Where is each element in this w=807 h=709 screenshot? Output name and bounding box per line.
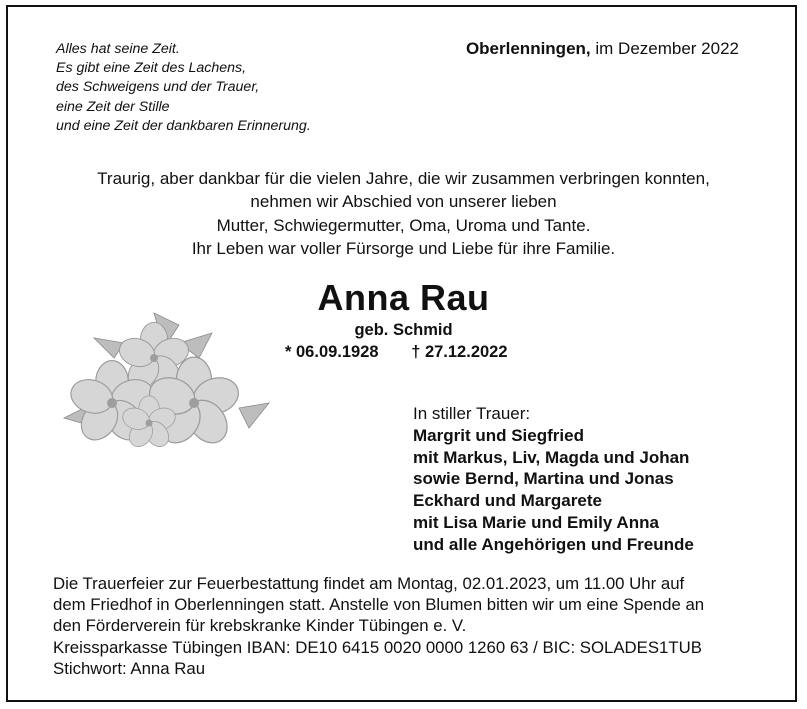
notice-line: Stichwort: Anna Rau: [53, 658, 206, 678]
funeral-notice: [53, 573, 704, 679]
intro-line: nehmen wir Abschied von unserer lieben: [250, 192, 557, 212]
mourner-line: mit Markus, Liv, Magda und Johan: [413, 447, 690, 467]
intro-line: Mutter, Schwiegermutter, Oma, Uroma und Tante.: [216, 215, 591, 235]
date: im Dezember 2022: [595, 39, 739, 58]
mourners-heading: In stiller Trauer:: [413, 404, 531, 423]
mourner-line: und alle Angehörigen und Freunde: [413, 534, 694, 554]
place-date: [466, 39, 739, 59]
poem-line: Alles hat seine Zeit.: [56, 41, 180, 57]
notice-line: Die Trauerfeier zur Feuerbestattung findet am Montag, 02.01.2023, um 11.00 Uhr auf: [53, 574, 685, 593]
intro-line: Ihr Leben war voller Fürsorge und Liebe für ihre Familie.: [191, 238, 616, 258]
deceased-name: Anna Rau: [317, 277, 490, 318]
mourner-line: Eckhard und Margarete: [413, 491, 602, 511]
intro-line: Traurig, aber dankbar für die vielen Jahre, die wir zusammen verbringen konnten,: [97, 169, 710, 188]
poem-line: Es gibt eine Zeit des Lachens,: [56, 60, 247, 77]
mourner-line: sowie Bernd, Martina und Jonas: [413, 469, 674, 489]
notice-line: Kreissparkasse Tübingen IBAN: DE10 6415 0020 0000 1260 63 / BIC: SOLADES1TUB: [53, 637, 702, 657]
obituary-card: [6, 5, 797, 702]
poem-line: des Schweigens und der Trauer,: [56, 79, 260, 96]
life-dates: [285, 343, 508, 362]
flower-illustration-icon: [54, 303, 274, 453]
notice-line: den Förderverein für krebskranke Kinder Tübingen e. V.: [53, 616, 467, 636]
mourner-line: mit Lisa Marie und Emily Anna: [413, 512, 659, 532]
poem-line: eine Zeit der Stille: [56, 98, 170, 115]
intro-text: [8, 167, 799, 260]
place: Oberlenningen,: [465, 39, 591, 58]
notice-line: dem Friedhof in Oberlenningen statt. Anstelle von Blumen bitten wir um eine Spende an: [53, 595, 705, 615]
death-date: † 27.12.2022: [411, 343, 508, 361]
maiden-name: geb. Schmid: [354, 321, 453, 339]
poem: [56, 40, 311, 136]
poem-line: und eine Zeit der dankbaren Erinnerung.: [56, 117, 311, 134]
mourners-list: [413, 403, 694, 556]
birth-date: * 06.09.1928: [285, 343, 379, 361]
mourner-line: Margrit und Siegfried: [413, 425, 584, 445]
